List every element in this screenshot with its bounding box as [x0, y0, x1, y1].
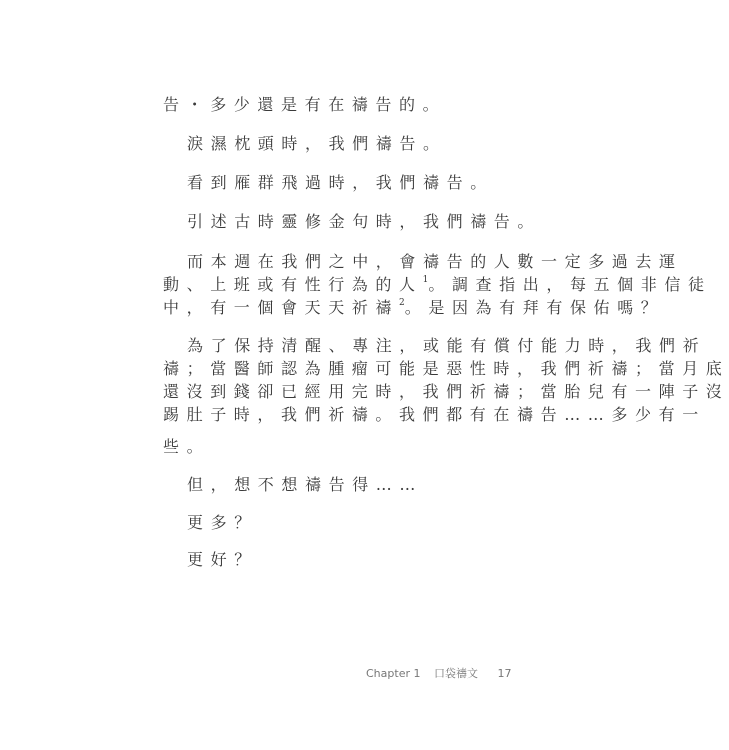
text-segment: 動、上班或有性行為的人	[163, 275, 423, 294]
text-line: 而本週在我們之中，會禱告的人數一定多過去運	[187, 252, 683, 271]
text-segment: 。調查指出，每五個非信徒	[428, 275, 712, 294]
text-line: 還沒到錢卻已經用完時，我們祈禱；當胎兒有一陣子沒	[163, 382, 729, 401]
section-title: 口袋禱文	[433, 667, 478, 680]
page-footer	[366, 665, 521, 681]
text-line: 更好？	[187, 550, 258, 569]
text-line: 禱；當醫師認為腫瘤可能是惡性時，我們祈禱；當月底	[163, 359, 729, 378]
chapter-label: Chapter 1	[366, 667, 421, 680]
text-line: 看到雁群飛過時，我們禱告。	[187, 173, 494, 192]
text-line: 引述古時靈修金句時，我們禱告。	[187, 212, 542, 231]
text-line	[163, 275, 712, 295]
footnote-marker: 2	[399, 298, 405, 308]
page-number: 17	[497, 667, 512, 680]
text-segment: 。是因為有拜有保佑嗎？	[404, 298, 665, 317]
text-line	[163, 298, 664, 318]
text-line: 為了保持清醒、專注，或能有償付能力時，我們祈	[187, 336, 707, 355]
text-line: 告・多少還是有在禱告的。	[163, 95, 447, 114]
text-line: 但，想不想禱告得……	[187, 475, 424, 494]
text-line: 淚濕枕頭時，我們禱告。	[187, 134, 447, 153]
footnote-marker: 1	[422, 275, 429, 285]
text-segment: 中，有一個會天天祈禱	[163, 298, 400, 317]
text-line: 些。	[163, 437, 211, 456]
text-line: 踢肚子時，我們祈禱。我們都有在禱告……多少有一	[163, 405, 706, 424]
text-line: 更多？	[187, 513, 258, 532]
